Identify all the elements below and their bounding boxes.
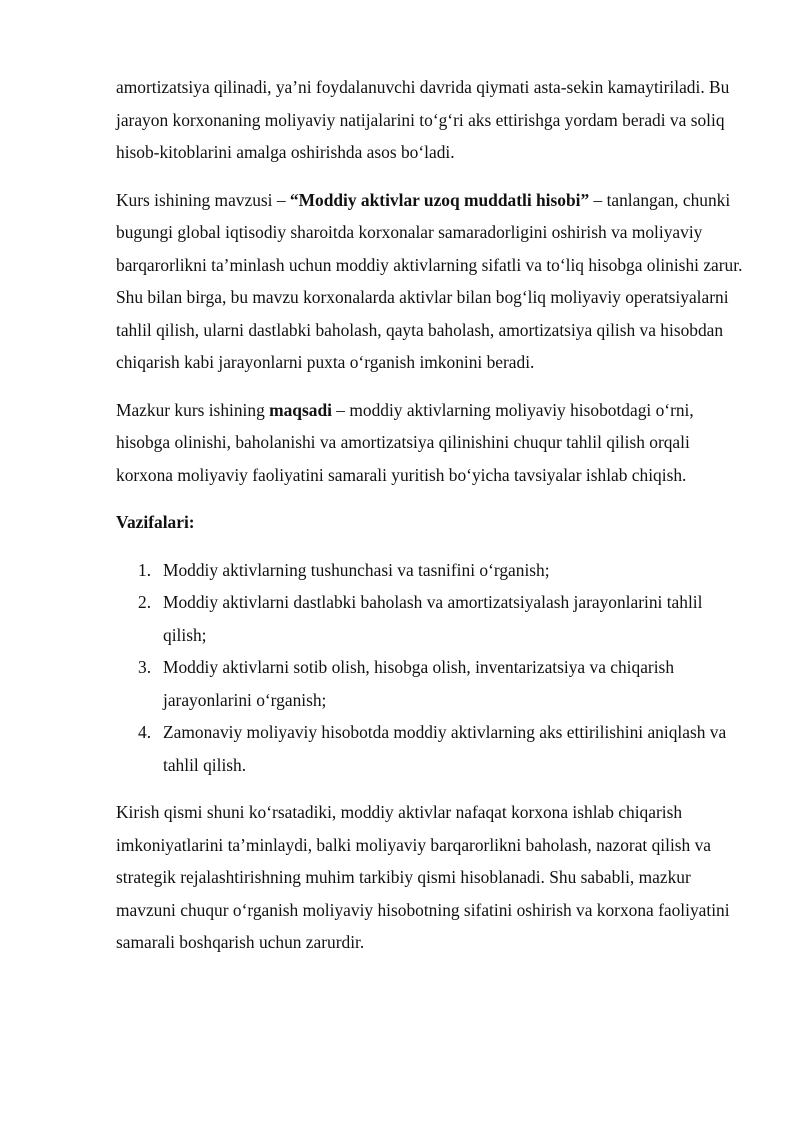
list-item-text: Zamonaviy moliyaviy hisobotda moddiy aktivlarning aks ettirilishini aniqlash va tahlil qilish. bbox=[163, 722, 727, 775]
list-item-number: 2. bbox=[138, 592, 152, 612]
list-item-text: Moddiy aktivlarning tushunchasi va tasnifini o‘rganish; bbox=[163, 559, 550, 580]
topic-intro-text: Kurs ishining mavzusi – bbox=[116, 189, 290, 210]
list-item-text: Moddiy aktivlarni sotib olish, hisobga olish, inventarizatsiya va chiqarish jarayonlarini o‘rganish; bbox=[163, 657, 675, 710]
paragraph-course-goal bbox=[116, 394, 744, 492]
list-item bbox=[116, 651, 744, 716]
list-item-number: 3. bbox=[138, 657, 152, 677]
goal-description-text: – moddiy aktivlarning moliyaviy hisobotdagi o‘rni, hisobga olinishi, baholanishi va amortizatsiya qilinishini chuqur tahlil qilish orqali korxona moliyaviy faoliyatini samarali yuritish bo‘yicha tavsiyalar ishlab chiqish. bbox=[116, 399, 694, 485]
course-topic-title: “Moddiy aktivlar uzoq muddatli hisobi” bbox=[289, 189, 590, 210]
list-item-text: Moddiy aktivlarni dastlabki baholash va amortizatsiyalash jarayonlarini tahlil qilish; bbox=[163, 592, 703, 645]
document-page bbox=[116, 71, 744, 974]
list-item bbox=[116, 716, 744, 781]
paragraph-amortization: amortizatsiya qilinadi, ya’ni foydalanuvchi davrida qiymati asta-sekin kamaytiriladi. Bu jarayon korxonaning moliyaviy natijalarini to‘g‘ri aks ettirishga yordam beradi va soliq hisob-kitoblarini amalga oshirishda asos bo‘ladi. bbox=[116, 77, 730, 162]
tasks-heading: Vazifalari: bbox=[116, 512, 195, 532]
goal-keyword: maqsadi bbox=[269, 399, 332, 420]
list-item bbox=[116, 586, 744, 651]
list-item-number: 4. bbox=[138, 722, 152, 742]
paragraph-course-topic bbox=[116, 184, 744, 379]
goal-intro-text: Mazkur kurs ishining bbox=[116, 399, 270, 420]
list-item bbox=[116, 554, 744, 587]
paragraph-conclusion: Kirish qismi shuni ko‘rsatadiki, moddiy aktivlar nafaqat korxona ishlab chiqarish imkoniyatlarini ta’minlaydi, balki moliyaviy barqarorlikni baholash, nazorat qilish va strategik rejalashtirishning muhim tarkibiy qismi hisoblanadi. Shu sababli, mazkur mavzuni chuqur o‘rganish moliyaviy hisobotning sifatini oshirish va korxona faoliyatini samarali boshqarish uchun zarurdir. bbox=[116, 802, 730, 952]
tasks-list bbox=[116, 554, 744, 782]
list-item-number: 1. bbox=[138, 559, 152, 580]
topic-rationale-text: – tanlangan, chunki bugungi global iqtisodiy sharoitda korxonalar samaradorligini oshirish va moliyaviy barqarorlikni ta’minlash uchun moddiy aktivlarning sifatli va to‘liq hisobga olinishi zarur. Shu bilan birga, bu mavzu korxonalarda aktivlar bilan bog‘liq moliyaviy operatsiyalarni tahlil qilish, ularni dastlabki baholash, qayta baholash, amortizatsiya qilish va hisobdan chiqarish kabi jarayonlarni puxta o‘rganish imkonini beradi. bbox=[116, 189, 743, 372]
